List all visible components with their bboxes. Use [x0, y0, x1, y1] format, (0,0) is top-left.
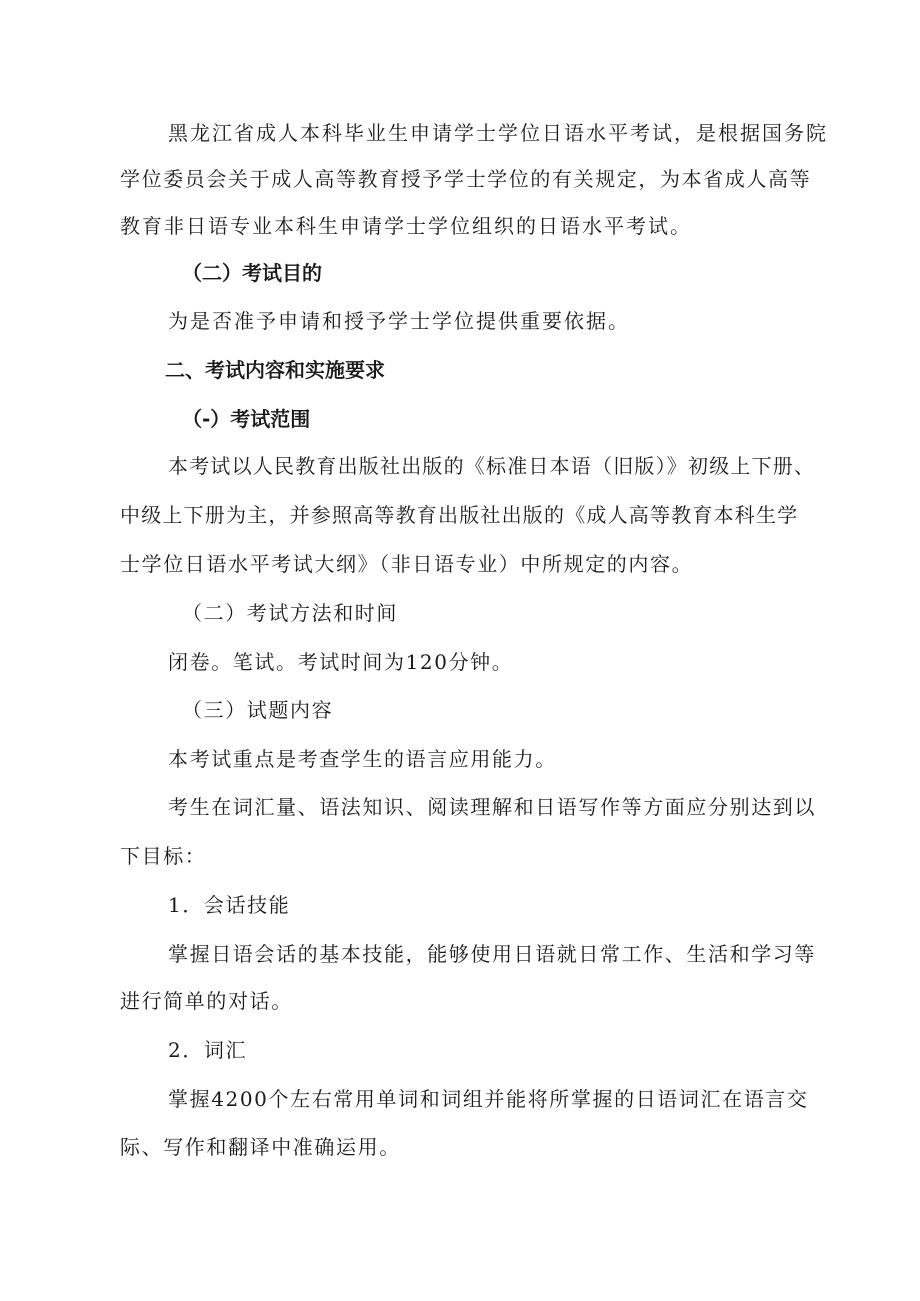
- paragraph-line: 掌握4200个左右常用单词和词组并能将所掌握的日语词汇在语言交: [168, 1087, 809, 1111]
- paragraph-line: 本考试以人民教育出版社出版的《标准日本语（旧版）》初级上下册、: [168, 454, 816, 478]
- paragraph-line: 下目标：: [120, 844, 207, 868]
- paragraph-line: 闭卷。笔试。考试时间为120分钟。: [168, 650, 514, 674]
- chapter-heading: 二、考试内容和实施要求: [165, 358, 385, 382]
- section-heading: （-）考试范围: [182, 407, 311, 431]
- paragraph-line: 教育非日语专业本科生申请学士学位组织的日语水平考试。: [120, 214, 692, 238]
- paragraph-line: 为是否准予申请和授予学士学位提供重要依据。: [168, 309, 630, 333]
- section-heading: （二）考试目的: [182, 261, 322, 285]
- list-item-heading: 2．词汇: [168, 1038, 248, 1062]
- paragraph-line: 际、写作和翻译中准确运用。: [120, 1135, 401, 1159]
- subsection-heading: （三）试题内容: [182, 698, 334, 722]
- paragraph-line: 学位委员会关于成人高等教育授予学士学位的有关规定，为本省成人高等: [120, 167, 812, 191]
- paragraph-line: 考生在词汇量、语法知识、阅读理解和日语写作等方面应分别达到以: [168, 795, 816, 819]
- paragraph-line: 黑龙江省成人本科毕业生申请学士学位日语水平考试，是根据国务院: [168, 121, 828, 145]
- paragraph-line: 本考试重点是考查学生的语言应用能力。: [168, 747, 557, 771]
- paragraph-line: 士学位日语水平考试大纲》（非日语专业）中所规定的内容。: [120, 552, 694, 576]
- subsection-heading: （二）考试方法和时间: [182, 601, 398, 625]
- list-item-heading: 1．会话技能: [168, 893, 291, 917]
- paragraph-line: 掌握日语会话的基本技能，能够使用日语就日常工作、生活和学习等: [168, 942, 816, 966]
- paragraph-line: 进行简单的对话。: [120, 989, 293, 1013]
- paragraph-line: 中级上下册为主，并参照高等教育出版社出版的《成人高等教育本科生学: [120, 503, 799, 527]
